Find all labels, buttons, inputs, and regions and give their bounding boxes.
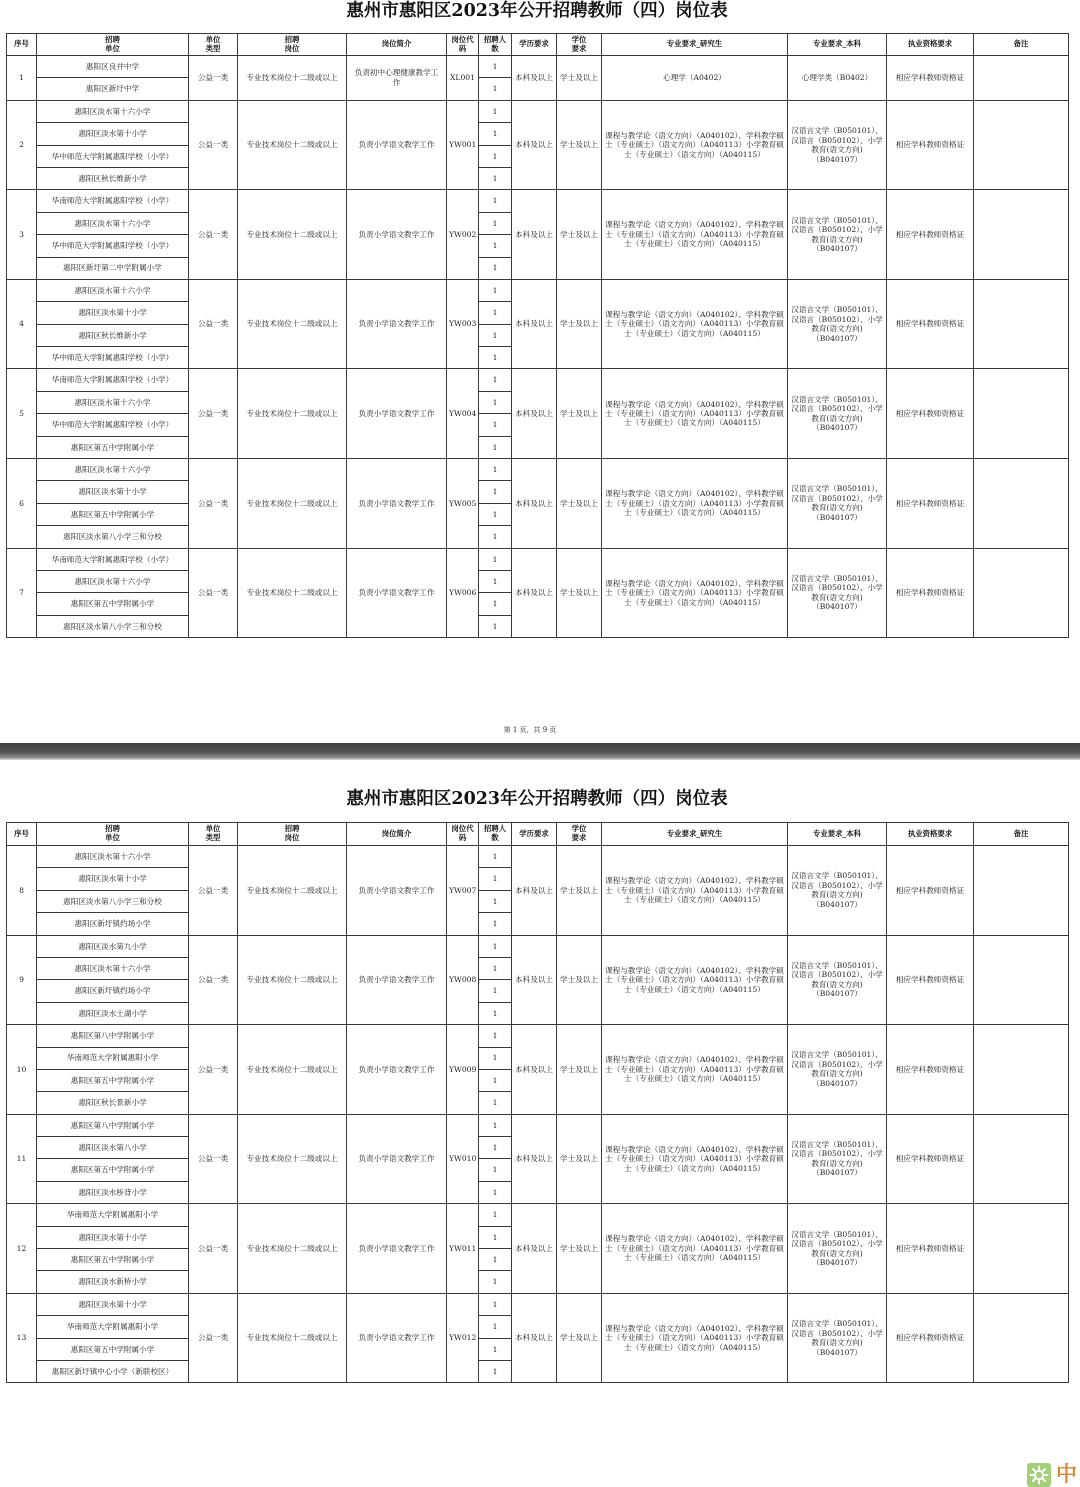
unit-cell: 惠阳区第五中学附属小学 — [37, 1069, 189, 1091]
unit-cell: 惠阳区淡水第十六小学 — [37, 570, 189, 592]
header-remark: 备注 — [974, 823, 1069, 846]
count-cell: 1 — [479, 1047, 512, 1069]
degree-cell: 学士及以上 — [557, 1204, 602, 1294]
unit-cell: 惠阳区淡水第十小学 — [37, 302, 189, 324]
count-cell: 1 — [479, 235, 512, 257]
unit-cell: 华南师范大学附属惠阳学校（小学） — [37, 548, 189, 570]
intro-cell: 负责小学语文教学工作 — [347, 279, 447, 369]
table-row — [7, 846, 1069, 868]
qualification-cell: 相应学科教师资格证 — [887, 935, 974, 1025]
major-grad-cell: 课程与教学论（语文方向）（A040102）、学科教学硕士（专业硕士）（语文方向）（A040113）小学教育硕士（专业硕士）（语文方向）（A040115） — [602, 279, 788, 369]
unit-cell: 惠阳区淡水第八小学三和分校 — [37, 615, 189, 637]
qualification-cell: 相应学科教师资格证 — [887, 1114, 974, 1204]
unit-type-cell: 公益一类 — [189, 548, 238, 638]
table-row — [7, 548, 1069, 570]
count-cell: 1 — [479, 503, 512, 525]
count-cell: 1 — [479, 1025, 512, 1047]
code-cell: YW001 — [447, 100, 479, 190]
count-cell: 1 — [479, 145, 512, 167]
unit-cell: 惠阳区淡水第十小学 — [37, 1293, 189, 1315]
pdf-page-1 — [0, 0, 1080, 743]
qualification-cell: 相应学科教师资格证 — [887, 846, 974, 936]
seq-cell: 9 — [7, 935, 37, 1025]
header-unit: 招聘 单位 — [37, 823, 189, 846]
code-cell: YW004 — [447, 369, 479, 459]
intro-cell: 负责小学语文教学工作 — [347, 100, 447, 190]
qualification-cell: 相应学科教师资格证 — [887, 279, 974, 369]
unit-cell: 惠阳区第五中学附属小学 — [37, 503, 189, 525]
header-education: 学历要求 — [512, 823, 557, 846]
logo-text: 中 — [1056, 1462, 1077, 1486]
education-cell: 本科及以上 — [512, 369, 557, 459]
code-cell: YW005 — [447, 459, 479, 549]
major-grad-cell: 课程与教学论（语文方向）（A040102）、学科教学硕士（专业硕士）（语文方向）（A040113）小学教育硕士（专业硕士）（语文方向）（A040115） — [602, 1114, 788, 1204]
intro-cell: 负责小学语文教学工作 — [347, 548, 447, 638]
unit-type-cell: 公益一类 — [189, 56, 238, 101]
degree-cell: 学士及以上 — [557, 548, 602, 638]
education-cell: 本科及以上 — [512, 1204, 557, 1294]
header-code: 岗位代 码 — [447, 823, 479, 846]
count-cell: 1 — [479, 957, 512, 979]
table-row — [7, 190, 1069, 212]
qualification-cell: 相应学科教师资格证 — [887, 369, 974, 459]
page-footer: 第 1 页，共 9 页 — [503, 726, 557, 734]
seq-cell: 10 — [7, 1025, 37, 1115]
remark-cell — [974, 935, 1069, 1025]
major-grad-cell: 心理学（A0402） — [602, 56, 788, 101]
major-undergrad-cell: 汉语言文学（B050101）、汉语言（B050102）、小学教育(语文方向)（B040107） — [788, 1204, 887, 1294]
unit-cell: 华南师范大学附属惠阳小学 — [37, 1316, 189, 1338]
position-table — [6, 822, 1069, 1383]
count-cell: 1 — [479, 414, 512, 436]
code-cell: YW009 — [447, 1025, 479, 1115]
degree-cell: 学士及以上 — [557, 190, 602, 280]
unit-cell: 惠阳区秋长维新小学 — [37, 167, 189, 189]
remark-cell — [974, 56, 1069, 101]
count-cell: 1 — [479, 481, 512, 503]
post-cell: 专业技术岗位十二级或以上 — [238, 459, 347, 549]
header-degree: 学位 要求 — [557, 34, 602, 56]
code-cell: YW006 — [447, 548, 479, 638]
major-undergrad-cell: 汉语言文学（B050101）、汉语言（B050102）、小学教育(语文方向)（B040107） — [788, 459, 887, 549]
header-education: 学历要求 — [512, 34, 557, 56]
post-cell: 专业技术岗位十二级或以上 — [238, 100, 347, 190]
major-grad-cell: 课程与教学论（语文方向）（A040102）、学科教学硕士（专业硕士）（语文方向）（A040113）小学教育硕士（专业硕士）（语文方向）（A040115） — [602, 369, 788, 459]
qualification-cell: 相应学科教师资格证 — [887, 1204, 974, 1294]
unit-cell: 惠阳区良井中学 — [37, 56, 189, 78]
unit-cell: 惠阳区秋长维新小学 — [37, 324, 189, 346]
degree-cell: 学士及以上 — [557, 1293, 602, 1383]
unit-cell: 惠阳区淡水桥背小学 — [37, 1181, 189, 1203]
code-cell: YW002 — [447, 190, 479, 280]
header-major-undergrad: 专业要求_本科 — [788, 823, 887, 846]
count-cell: 1 — [479, 1360, 512, 1382]
education-cell: 本科及以上 — [512, 1025, 557, 1115]
degree-cell: 学士及以上 — [557, 1025, 602, 1115]
count-cell: 1 — [479, 846, 512, 868]
count-cell: 1 — [479, 347, 512, 369]
count-cell: 1 — [479, 615, 512, 637]
page-separator — [0, 743, 1080, 760]
seq-cell: 13 — [7, 1293, 37, 1383]
unit-cell: 惠阳区第五中学附属小学 — [37, 436, 189, 458]
count-cell: 1 — [479, 257, 512, 279]
remark-cell — [974, 1293, 1069, 1383]
unit-cell: 惠阳区淡水第十六小学 — [37, 846, 189, 868]
remark-cell — [974, 369, 1069, 459]
qualification-cell: 相应学科教师资格证 — [887, 56, 974, 101]
major-undergrad-cell: 汉语言文学（B050101）、汉语言（B050102）、小学教育(语文方向)（B040107） — [788, 548, 887, 638]
header-qualification: 执业资格要求 — [887, 34, 974, 56]
post-cell: 专业技术岗位十二级或以上 — [238, 846, 347, 936]
qualification-cell: 相应学科教师资格证 — [887, 459, 974, 549]
education-cell: 本科及以上 — [512, 459, 557, 549]
position-table — [6, 33, 1069, 638]
count-cell: 1 — [479, 56, 512, 78]
major-grad-cell: 课程与教学论（语文方向）（A040102）、学科教学硕士（专业硕士）（语文方向）（A040113）小学教育硕士（专业硕士）（语文方向）（A040115） — [602, 459, 788, 549]
qualification-cell: 相应学科教师资格证 — [887, 1293, 974, 1383]
remark-cell — [974, 1025, 1069, 1115]
count-cell: 1 — [479, 913, 512, 935]
header-count: 招聘人 数 — [479, 34, 512, 56]
unit-cell: 惠阳区第五中学附属小学 — [37, 1249, 189, 1271]
count-cell: 1 — [479, 190, 512, 212]
table-header-row — [7, 34, 1069, 56]
count-cell: 1 — [479, 526, 512, 548]
table-row — [7, 459, 1069, 481]
unit-cell: 惠阳区第五中学附属小学 — [37, 1159, 189, 1181]
seq-cell: 7 — [7, 548, 37, 638]
count-cell: 1 — [479, 868, 512, 890]
count-cell: 1 — [479, 1338, 512, 1360]
header-intro: 岗位简介 — [347, 823, 447, 846]
intro-cell: 负责小学语文教学工作 — [347, 1025, 447, 1115]
count-cell: 1 — [479, 167, 512, 189]
unit-cell: 惠阳区新圩镇约场小学 — [37, 980, 189, 1002]
intro-cell: 负责小学语文教学工作 — [347, 1114, 447, 1204]
count-cell: 1 — [479, 1069, 512, 1091]
table-body — [7, 56, 1069, 638]
unit-type-cell: 公益一类 — [189, 1025, 238, 1115]
major-grad-cell: 课程与教学论（语文方向）（A040102）、学科教学硕士（专业硕士）（语文方向）（A040113）小学教育硕士（专业硕士）（语文方向）（A040115） — [602, 846, 788, 936]
degree-cell: 学士及以上 — [557, 279, 602, 369]
major-grad-cell: 课程与教学论（语文方向）（A040102）、学科教学硕士（专业硕士）（语文方向）（A040113）小学教育硕士（专业硕士）（语文方向）（A040115） — [602, 935, 788, 1025]
unit-cell: 华南师范大学附属惠阳学校（小学） — [37, 369, 189, 391]
page-title: 惠州市惠阳区2023年公开招聘教师（四）岗位表 — [346, 1, 728, 21]
unit-type-cell: 公益一类 — [189, 190, 238, 280]
header-unit: 招聘 单位 — [37, 34, 189, 56]
major-grad-cell: 课程与教学论（语文方向）（A040102）、学科教学硕士（专业硕士）（语文方向）（A040113）小学教育硕士（专业硕士）（语文方向）（A040115） — [602, 190, 788, 280]
intro-cell: 负责小学语文教学工作 — [347, 369, 447, 459]
count-cell: 1 — [479, 1293, 512, 1315]
table-row — [7, 935, 1069, 957]
education-cell: 本科及以上 — [512, 1114, 557, 1204]
table-body — [7, 846, 1069, 1383]
count-cell: 1 — [479, 1137, 512, 1159]
unit-type-cell: 公益一类 — [189, 369, 238, 459]
post-cell: 专业技术岗位十二级或以上 — [238, 1025, 347, 1115]
table-row — [7, 1204, 1069, 1226]
unit-cell: 华中师范大学附属惠阳学校（小学） — [37, 414, 189, 436]
count-cell: 1 — [479, 548, 512, 570]
table-row — [7, 279, 1069, 301]
unit-type-cell: 公益一类 — [189, 1114, 238, 1204]
post-cell: 专业技术岗位十二级或以上 — [238, 56, 347, 101]
code-cell: YW012 — [447, 1293, 479, 1383]
education-cell: 本科及以上 — [512, 190, 557, 280]
count-cell: 1 — [479, 935, 512, 957]
post-cell: 专业技术岗位十二级或以上 — [238, 1293, 347, 1383]
header-seq: 序号 — [7, 34, 37, 56]
degree-cell: 学士及以上 — [557, 846, 602, 936]
header-unit-type: 单位 类型 — [189, 823, 238, 846]
count-cell: 1 — [479, 436, 512, 458]
intro-cell: 负责小学语文教学工作 — [347, 1204, 447, 1294]
intro-cell: 负责小学语文教学工作 — [347, 459, 447, 549]
watermark-logo — [1027, 1461, 1079, 1487]
count-cell: 1 — [479, 279, 512, 301]
intro-cell: 负责小学语文教学工作 — [347, 846, 447, 936]
unit-cell: 惠阳区新圩中学 — [37, 78, 189, 100]
table-row — [7, 369, 1069, 391]
seq-cell: 1 — [7, 56, 37, 101]
qualification-cell: 相应学科教师资格证 — [887, 548, 974, 638]
unit-cell: 惠阳区淡水第八小学三和分校 — [37, 526, 189, 548]
remark-cell — [974, 459, 1069, 549]
post-cell: 专业技术岗位十二级或以上 — [238, 190, 347, 280]
degree-cell: 学士及以上 — [557, 459, 602, 549]
unit-cell: 华南师范大学附属惠阳小学 — [37, 1204, 189, 1226]
major-undergrad-cell: 汉语言文学（B050101）、汉语言（B050102）、小学教育(语文方向)（B040107） — [788, 190, 887, 280]
code-cell: YW010 — [447, 1114, 479, 1204]
remark-cell — [974, 190, 1069, 280]
major-undergrad-cell: 汉语言文学（B050101）、汉语言（B050102）、小学教育(语文方向)（B040107） — [788, 100, 887, 190]
major-undergrad-cell: 汉语言文学（B050101）、汉语言（B050102）、小学教育(语文方向)（B040107） — [788, 1025, 887, 1115]
table-row — [7, 1293, 1069, 1315]
pdf-page-2 — [0, 760, 1080, 1487]
unit-cell: 华南师范大学附属惠阳小学 — [37, 1047, 189, 1069]
header-degree: 学位 要求 — [557, 823, 602, 846]
header-major-undergrad: 专业要求_本科 — [788, 34, 887, 56]
post-cell: 专业技术岗位十二级或以上 — [238, 1114, 347, 1204]
unit-cell: 惠阳区第五中学附属小学 — [37, 593, 189, 615]
remark-cell — [974, 548, 1069, 638]
table-row — [7, 56, 1069, 78]
major-undergrad-cell: 汉语言文学（B050101）、汉语言（B050102）、小学教育(语文方向)（B040107） — [788, 279, 887, 369]
header-post: 招聘 岗位 — [238, 823, 347, 846]
count-cell: 1 — [479, 391, 512, 413]
count-cell: 1 — [479, 1271, 512, 1293]
unit-cell: 惠阳区第五中学附属小学 — [37, 1338, 189, 1360]
unit-type-cell: 公益一类 — [189, 1293, 238, 1383]
count-cell: 1 — [479, 570, 512, 592]
table-row — [7, 100, 1069, 122]
unit-cell: 华南师范大学附属惠阳学校（小学） — [37, 190, 189, 212]
count-cell: 1 — [479, 123, 512, 145]
unit-cell: 惠阳区淡水第十小学 — [37, 1226, 189, 1248]
post-cell: 专业技术岗位十二级或以上 — [238, 369, 347, 459]
code-cell: YW011 — [447, 1204, 479, 1294]
qualification-cell: 相应学科教师资格证 — [887, 1025, 974, 1115]
count-cell: 1 — [479, 1114, 512, 1136]
count-cell: 1 — [479, 1159, 512, 1181]
remark-cell — [974, 279, 1069, 369]
education-cell: 本科及以上 — [512, 846, 557, 936]
seq-cell: 4 — [7, 279, 37, 369]
count-cell: 1 — [479, 212, 512, 234]
code-cell: YW007 — [447, 846, 479, 936]
count-cell: 1 — [479, 1092, 512, 1114]
unit-cell: 惠阳区淡水第十六小学 — [37, 279, 189, 301]
major-grad-cell: 课程与教学论（语文方向）（A040102）、学科教学硕士（专业硕士）（语文方向）（A040113）小学教育硕士（专业硕士）（语文方向）（A040115） — [602, 1025, 788, 1115]
seq-cell: 5 — [7, 369, 37, 459]
count-cell: 1 — [479, 100, 512, 122]
unit-cell: 惠阳区淡水第十六小学 — [37, 459, 189, 481]
seq-cell: 2 — [7, 100, 37, 190]
unit-cell: 惠阳区淡水第九小学 — [37, 935, 189, 957]
unit-type-cell: 公益一类 — [189, 100, 238, 190]
header-remark: 备注 — [974, 34, 1069, 56]
logo-icon — [1027, 1463, 1051, 1487]
count-cell: 1 — [479, 1226, 512, 1248]
unit-cell: 惠阳区新圩镇中心小学（新联校区） — [37, 1360, 189, 1382]
count-cell: 1 — [479, 78, 512, 100]
header-unit-type: 单位 类型 — [189, 34, 238, 56]
unit-cell: 惠阳区淡水第十小学 — [37, 481, 189, 503]
major-undergrad-cell: 汉语言文学（B050101）、汉语言（B050102）、小学教育(语文方向)（B040107） — [788, 369, 887, 459]
count-cell: 1 — [479, 1181, 512, 1203]
unit-cell: 惠阳区秋长景新小学 — [37, 1092, 189, 1114]
unit-cell: 惠阳区第八中学附属小学 — [37, 1114, 189, 1136]
header-major-grad: 专业要求_研究生 — [602, 823, 788, 846]
code-cell: YW003 — [447, 279, 479, 369]
unit-cell: 惠阳区淡水第十六小学 — [37, 212, 189, 234]
header-post: 招聘 岗位 — [238, 34, 347, 56]
count-cell: 1 — [479, 890, 512, 912]
unit-cell: 华中师范大学附属惠阳学校（小学） — [37, 235, 189, 257]
education-cell: 本科及以上 — [512, 100, 557, 190]
table-row — [7, 1114, 1069, 1136]
unit-cell: 华中师范大学附属惠阳学校（小学） — [37, 347, 189, 369]
post-cell: 专业技术岗位十二级或以上 — [238, 935, 347, 1025]
unit-cell: 惠阳区淡水第八小学三和分校 — [37, 890, 189, 912]
degree-cell: 学士及以上 — [557, 369, 602, 459]
qualification-cell: 相应学科教师资格证 — [887, 100, 974, 190]
post-cell: 专业技术岗位十二级或以上 — [238, 548, 347, 638]
unit-cell: 惠阳区淡水第八小学 — [37, 1137, 189, 1159]
major-undergrad-cell: 汉语言文学（B050101）、汉语言（B050102）、小学教育(语文方向)（B040107） — [788, 935, 887, 1025]
major-grad-cell: 课程与教学论（语文方向）（A040102）、学科教学硕士（专业硕士）（语文方向）（A040113）小学教育硕士（专业硕士）（语文方向）（A040115） — [602, 100, 788, 190]
unit-cell: 惠阳区新圩第二中学附属小学 — [37, 257, 189, 279]
code-cell: YW008 — [447, 935, 479, 1025]
intro-cell: 负责小学语文教学工作 — [347, 1293, 447, 1383]
header-major-grad: 专业要求_研究生 — [602, 34, 788, 56]
unit-cell: 惠阳区淡水第十小学 — [37, 123, 189, 145]
remark-cell — [974, 1114, 1069, 1204]
unit-type-cell: 公益一类 — [189, 1204, 238, 1294]
degree-cell: 学士及以上 — [557, 1114, 602, 1204]
major-undergrad-cell: 心理学类（B0402） — [788, 56, 887, 101]
code-cell: XL001 — [447, 56, 479, 101]
remark-cell — [974, 100, 1069, 190]
post-cell: 专业技术岗位十二级或以上 — [238, 1204, 347, 1294]
count-cell: 1 — [479, 324, 512, 346]
intro-cell: 负责初中心理健康教学工作 — [347, 56, 447, 101]
major-grad-cell: 课程与教学论（语文方向）（A040102）、学科教学硕士（专业硕士）（语文方向）（A040113）小学教育硕士（专业硕士）（语文方向）（A040115） — [602, 1293, 788, 1383]
unit-type-cell: 公益一类 — [189, 846, 238, 936]
seq-cell: 11 — [7, 1114, 37, 1204]
degree-cell: 学士及以上 — [557, 56, 602, 101]
count-cell: 1 — [479, 1002, 512, 1024]
remark-cell — [974, 1204, 1069, 1294]
unit-cell: 惠阳区淡水第十六小学 — [37, 100, 189, 122]
intro-cell: 负责小学语文教学工作 — [347, 190, 447, 280]
seq-cell: 8 — [7, 846, 37, 936]
education-cell: 本科及以上 — [512, 935, 557, 1025]
education-cell: 本科及以上 — [512, 279, 557, 369]
seq-cell: 3 — [7, 190, 37, 280]
count-cell: 1 — [479, 593, 512, 615]
seq-cell: 12 — [7, 1204, 37, 1294]
header-seq: 序号 — [7, 823, 37, 846]
count-cell: 1 — [479, 1249, 512, 1271]
major-undergrad-cell: 汉语言文学（B050101）、汉语言（B050102）、小学教育(语文方向)（B040107） — [788, 846, 887, 936]
major-undergrad-cell: 汉语言文学（B050101）、汉语言（B050102）、小学教育(语文方向)（B040107） — [788, 1293, 887, 1383]
unit-cell: 惠阳区淡水土湖小学 — [37, 1002, 189, 1024]
header-qualification: 执业资格要求 — [887, 823, 974, 846]
header-intro: 岗位简介 — [347, 34, 447, 56]
count-cell: 1 — [479, 369, 512, 391]
education-cell: 本科及以上 — [512, 1293, 557, 1383]
table-header-row — [7, 823, 1069, 846]
unit-cell: 惠阳区第八中学附属小学 — [37, 1025, 189, 1047]
unit-cell: 惠阳区新圩镇约场小学 — [37, 913, 189, 935]
major-undergrad-cell: 汉语言文学（B050101）、汉语言（B050102）、小学教育(语文方向)（B040107） — [788, 1114, 887, 1204]
post-cell: 专业技术岗位十二级或以上 — [238, 279, 347, 369]
unit-cell: 惠阳区淡水第十小学 — [37, 868, 189, 890]
major-grad-cell: 课程与教学论（语文方向）（A040102）、学科教学硕士（专业硕士）（语文方向）（A040113）小学教育硕士（专业硕士）（语文方向）（A040115） — [602, 548, 788, 638]
remark-cell — [974, 846, 1069, 936]
count-cell: 1 — [479, 459, 512, 481]
degree-cell: 学士及以上 — [557, 935, 602, 1025]
degree-cell: 学士及以上 — [557, 100, 602, 190]
unit-type-cell: 公益一类 — [189, 279, 238, 369]
count-cell: 1 — [479, 1316, 512, 1338]
intro-cell: 负责小学语文教学工作 — [347, 935, 447, 1025]
header-code: 岗位代 码 — [447, 34, 479, 56]
unit-type-cell: 公益一类 — [189, 935, 238, 1025]
count-cell: 1 — [479, 302, 512, 324]
page-title: 惠州市惠阳区2023年公开招聘教师（四）岗位表 — [346, 789, 728, 809]
header-count: 招聘人 数 — [479, 823, 512, 846]
seq-cell: 6 — [7, 459, 37, 549]
unit-cell: 惠阳区淡水第十六小学 — [37, 391, 189, 413]
count-cell: 1 — [479, 980, 512, 1002]
major-grad-cell: 课程与教学论（语文方向）（A040102）、学科教学硕士（专业硕士）（语文方向）（A040113）小学教育硕士（专业硕士）（语文方向）（A040115） — [602, 1204, 788, 1294]
unit-cell: 华中师范大学附属惠阳学校（小学） — [37, 145, 189, 167]
unit-type-cell: 公益一类 — [189, 459, 238, 549]
count-cell: 1 — [479, 1204, 512, 1226]
education-cell: 本科及以上 — [512, 56, 557, 101]
table-row — [7, 1025, 1069, 1047]
unit-cell: 惠阳区淡水新桥小学 — [37, 1271, 189, 1293]
education-cell: 本科及以上 — [512, 548, 557, 638]
unit-cell: 惠阳区淡水第十六小学 — [37, 957, 189, 979]
qualification-cell: 相应学科教师资格证 — [887, 190, 974, 280]
